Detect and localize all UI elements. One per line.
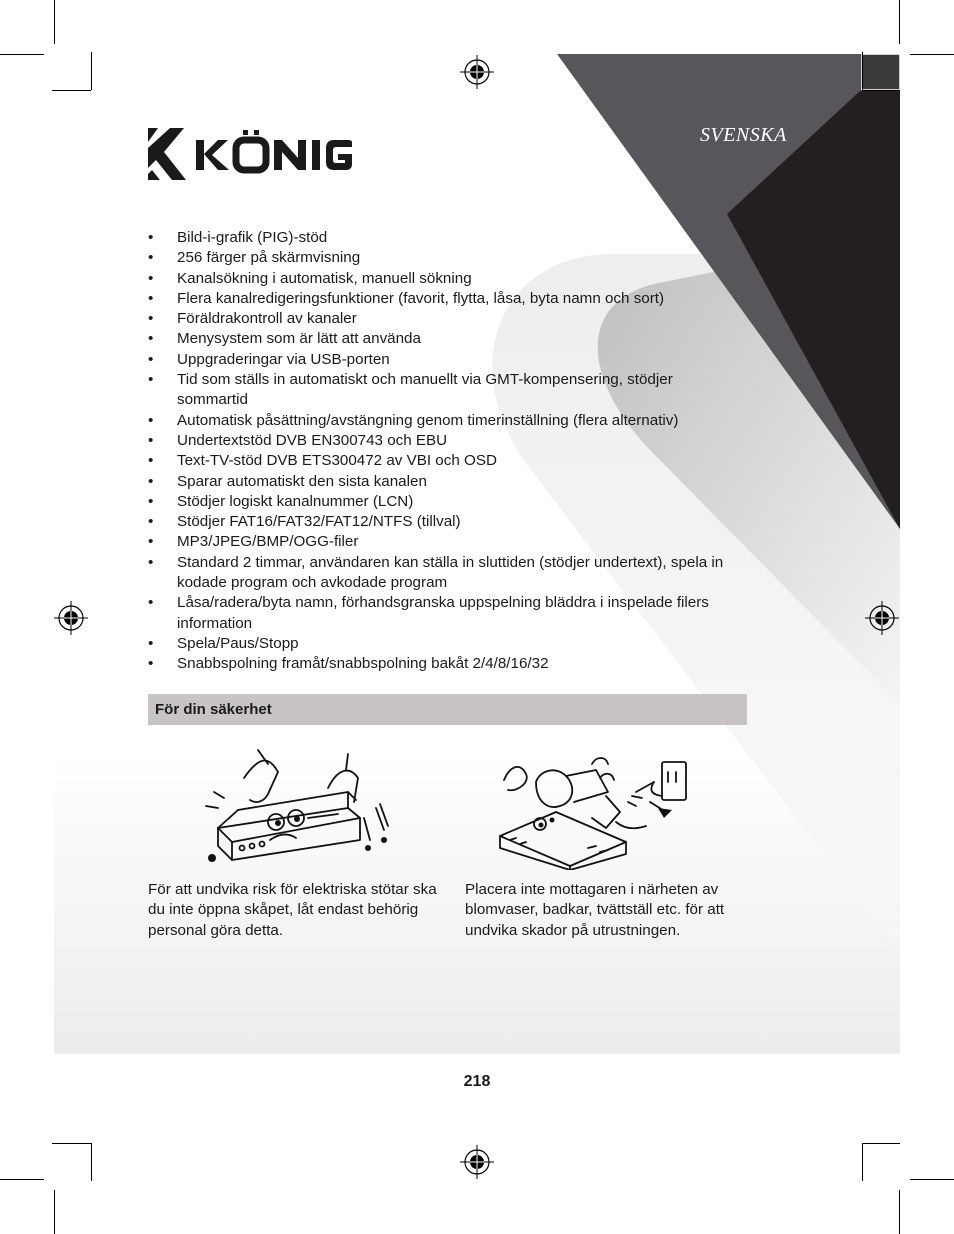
crop-mark [862,1143,900,1144]
registration-mark-icon [460,55,494,89]
konig-logo [148,124,354,182]
registration-mark-icon [460,1145,494,1179]
feature-list [148,228,754,675]
crop-mark [910,1179,954,1180]
list-item: • Standard 2 timmar, användaren kan ställa in sluttiden (stödjer undertext), spela in kodade program och avkodade program [148,553,754,594]
list-item: • Sparar automatiskt den sista kanalen [148,472,754,492]
list-item: • Automatisk påsättning/avstängning genom timerinställning (flera alternativ) [148,411,754,431]
crop-mark [862,52,863,90]
crop-mark [910,54,954,55]
list-item: • Stödjer FAT16/FAT32/FAT12/NTFS (tillval) [148,512,754,532]
registration-mark-icon [865,601,899,635]
list-item: • 256 färger på skärmvisning [148,248,754,268]
list-item: • Menysystem som är lätt att använda [148,329,754,349]
hands-opening-receiver-illustration [198,748,398,872]
list-item: • Föräldrakontroll av kanaler [148,309,754,329]
crop-mark [52,90,91,91]
list-item: • Spela/Paus/Stopp [148,634,754,654]
list-item: • Flera kanalredigeringsfunktioner (favorit, flytta, låsa, byta namn och sort) [148,289,754,309]
crop-mark [54,1190,55,1234]
list-item: • Låsa/radera/byta namn, förhandsgranska uppspelning bläddra i inspelade filers information [148,593,754,634]
crop-mark [91,1143,92,1181]
crop-mark [899,0,900,44]
section-title: För din säkerhet [155,701,272,718]
receiver-water-spill-illustration [496,752,692,870]
safety-caption: Placera inte mottagaren i närheten av blomvaser, badkar, tvättställ etc. för att undvika skador på utrustningen. [465,881,725,939]
crop-mark [899,1190,900,1234]
list-item: • Undertextstöd DVB EN300743 och EBU [148,431,754,451]
list-item: • Bild-i-grafik (PIG)-stöd [148,228,754,248]
registration-mark-icon [54,601,88,635]
crop-mark [0,54,44,55]
list-item: • Text-TV-stöd DVB ETS300472 av VBI och OSD [148,451,754,471]
section-header [148,694,747,725]
crop-mark [0,1179,44,1180]
list-item: • MP3/JPEG/BMP/OGG-filer [148,532,754,552]
list-item: • Stödjer logiskt kanalnummer (LCN) [148,492,754,512]
crop-mark [54,0,55,44]
list-item: • Kanalsökning i automatisk, manuell sökning [148,269,754,289]
page-number: 218 [463,1073,491,1090]
list-item: • Uppgraderingar via USB-porten [148,350,754,370]
language-label: SVENSKA [700,124,787,146]
list-item: • Tid som ställs in automatiskt och manuellt via GMT-kompensering, stödjer sommartid [148,370,754,411]
crop-mark [52,1143,91,1144]
crop-mark [862,90,900,91]
list-item: • Snabbspolning framåt/snabbspolning bakåt 2/4/8/16/32 [148,654,754,674]
crop-mark [862,1143,863,1181]
crop-mark [91,52,92,90]
safety-caption: För att undvika risk för elektriska stötar ska du inte öppna skåpet, låt endast behörig personal göra detta. [148,881,437,939]
